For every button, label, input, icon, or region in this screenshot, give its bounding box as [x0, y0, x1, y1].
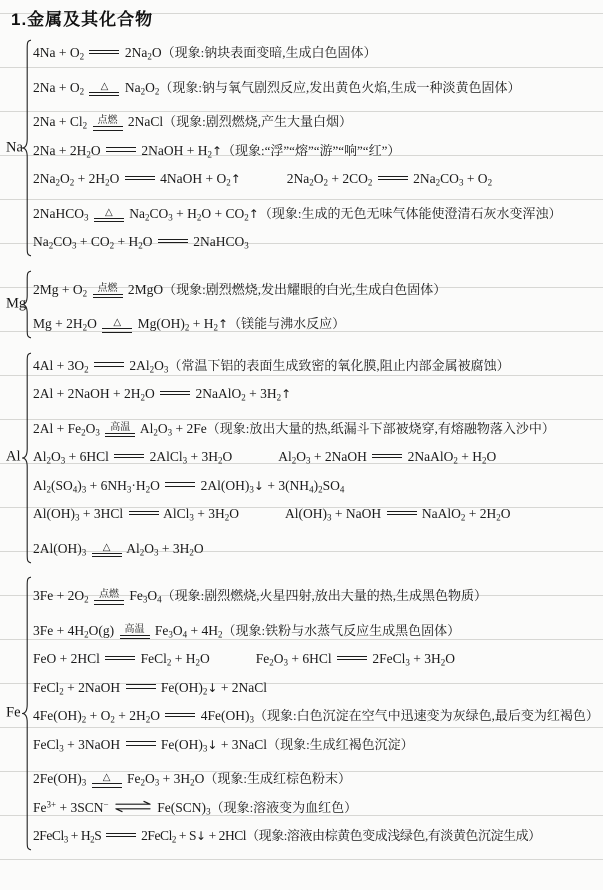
condition-label: 高温 — [124, 623, 145, 635]
equals-double-line — [387, 511, 417, 516]
reaction-condition-equals — [102, 317, 132, 333]
double-line — [94, 218, 124, 223]
phenomenon-note: （现象:白色沉淀在空气中迅速变为灰绿色,最后变为红褐色） — [254, 708, 599, 723]
equation-item — [33, 386, 291, 401]
equation-item — [33, 651, 210, 666]
equation-row — [33, 380, 599, 409]
chemical-equation: $Na_2CO_3 + CO_2 + H_2O$ 2NaHCO$_3$ — [33, 234, 249, 251]
equation-item — [33, 771, 351, 786]
equation-item — [33, 206, 561, 221]
equation-row — [33, 409, 599, 444]
equation-item — [33, 282, 446, 297]
equation-item — [33, 114, 352, 129]
equation-row — [33, 194, 599, 229]
phenomenon-note: （现象:生成红褐色沉淀） — [267, 736, 414, 752]
phenomenon-note: （现象:剧烈燃烧,产生大量白烟） — [163, 114, 352, 129]
chemical-equation: $2Al(OH)_3$ △ $Al_2O_3 + 3H_2O$ — [33, 540, 204, 557]
chemical-equation: $Al(OH)_3$ + NaOH NaAlO$_2$ + $2H_2O$ — [285, 506, 511, 523]
chemical-equation: $2Na_2O_2 + 2H_2O$ 4NaOH + $O_2↑$ — [33, 171, 241, 188]
chemical-equation: $4Fe(OH)_2 + O_2 + 2H_2O$ $4Fe(OH)_3$ — [33, 708, 254, 725]
equation-row — [33, 759, 599, 794]
section-na — [6, 39, 599, 257]
equation-item — [33, 478, 344, 493]
phenomenon-note: （现象:铁粉与水蒸气反应生成黑色固体） — [222, 622, 461, 638]
equation-row — [33, 822, 599, 851]
equation-row — [33, 68, 599, 103]
reaction-condition-equals — [93, 283, 123, 299]
double-line — [120, 635, 150, 640]
condition-label: △ — [102, 772, 111, 783]
precipitate-down-arrow: ↓ — [196, 829, 206, 843]
equals-double-line — [337, 656, 367, 661]
condition-label: 点燃 — [97, 282, 118, 294]
double-line — [93, 126, 123, 131]
equation-item — [33, 800, 357, 815]
section-mg — [6, 270, 599, 339]
double-line — [106, 833, 136, 838]
equation-item — [33, 541, 204, 556]
equation-item — [33, 623, 460, 638]
equals-double-line — [158, 239, 188, 244]
equals-double-line — [126, 684, 156, 689]
equation-row — [33, 39, 599, 68]
gas-up-arrow: ↑ — [218, 317, 229, 331]
equals-double-line — [94, 362, 124, 367]
section-al — [6, 352, 599, 564]
chemical-equation: $Fe^{3+} + 3SCN^-$ $Fe(SCN)_3$ — [33, 799, 211, 816]
double-line — [105, 433, 135, 438]
equation-rows — [33, 576, 599, 851]
double-line — [94, 600, 124, 605]
equation-item — [33, 708, 599, 723]
chemical-equation: $Al_2(SO_4)_3 + 6NH_3\cdot H_2O$ $2Al(OH)_3↓ + 3(NH_4)_2SO_4$ — [33, 477, 345, 494]
phenomenon-note: （现象:生成红棕色粉末） — [204, 771, 351, 786]
phenomenon-note: （现象:溶液由棕黄色变成浅绿色,有淡黄色沉淀生成） — [246, 828, 541, 843]
chemical-equation: 2FeCl$_3$ + $H_2S$ 2FeCl$_2$ + S↓ + 2HCl — [33, 828, 247, 845]
double-line — [125, 176, 155, 181]
reaction-condition-equals — [94, 589, 124, 605]
equation-row — [33, 304, 599, 339]
element-label: Na — [6, 139, 23, 156]
equation-row — [33, 228, 599, 257]
condition-label: △ — [102, 541, 111, 553]
equation-item — [33, 358, 510, 373]
double-line — [126, 684, 156, 689]
double-line — [126, 741, 156, 746]
section-brace — [20, 352, 33, 564]
chemical-equation: $3Fe + 4H_2O(g)$ 高温 $Fe_3O_4 + 4H_2$ — [33, 622, 223, 639]
equation-item — [33, 171, 241, 186]
precipitate-down-arrow: ↓ — [207, 737, 218, 752]
equals-double-line — [165, 482, 195, 487]
section-brace — [20, 576, 33, 851]
equation-row — [33, 702, 599, 731]
double-line — [165, 482, 195, 487]
phenomenon-note: （现象:生成的无色无味气体能使澄清石灰水变浑浊） — [258, 205, 562, 221]
phenomenon-note: （现象:钠块表面变暗,生成白色固体） — [161, 45, 377, 60]
equation-item — [33, 316, 345, 331]
equals-double-line — [114, 454, 144, 459]
chemical-equation: $2Na + O_2$ △ $Na_2O_2$ — [33, 79, 160, 96]
chemical-equation: 2Al + 2NaOH + $2H_2O$ 2NaAlO$_2$ + $3H_2↑$ — [33, 386, 292, 403]
equation-row — [33, 472, 599, 501]
equation-item — [33, 45, 376, 60]
double-line — [92, 553, 122, 558]
chemical-equation: $4Al + 3O_2$ $2Al_2O_3$ — [33, 357, 169, 374]
element-label: Fe — [6, 704, 21, 721]
equals-double-line — [129, 511, 159, 516]
chemical-equation: $2Mg + O_2$ 点燃 2MgO — [33, 281, 164, 298]
double-line — [378, 176, 408, 181]
equation-sections — [6, 39, 599, 851]
equation-row — [33, 102, 599, 137]
double-line — [129, 511, 159, 516]
double-line — [89, 50, 119, 55]
chemical-equation: $2Na + Cl_2$ 点燃 2NaCl — [33, 114, 164, 131]
chemical-equation: $3Fe + 2O_2$ 点燃 $Fe_3O_4$ — [33, 588, 162, 605]
condition-label: 高温 — [110, 421, 131, 433]
equation-item — [278, 449, 496, 464]
chemical-equation: $2Al + Fe_2O_3$ 高温 $Al_2O_3 + 2Fe$ — [33, 420, 207, 437]
equation-row — [33, 352, 599, 381]
double-line — [158, 239, 188, 244]
page-title: 1.金属及其化合物 — [11, 10, 154, 29]
chemical-equation: $2Na_2O_2 + 2CO_2$ $2Na_2CO_3 + O_2$ — [286, 171, 493, 188]
equals-double-line — [125, 176, 155, 181]
equation-row — [33, 731, 599, 760]
chemical-equation: $2Na + 2H_2O$ 2NaOH + $H_2↑$ — [33, 142, 223, 159]
equation-row — [33, 443, 599, 472]
section-fe — [6, 576, 599, 851]
gas-up-arrow: ↑ — [248, 206, 259, 221]
equation-row — [33, 794, 599, 823]
double-line — [94, 362, 124, 367]
double-line — [337, 656, 367, 661]
gas-up-arrow: ↑ — [211, 143, 223, 158]
equation-item — [33, 143, 400, 158]
chemical-equation: FeCl$_2$ + 2NaOH $Fe(OH)_2↓$ + 2NaCl — [33, 679, 268, 696]
equation-row — [33, 674, 599, 703]
equation-row — [33, 611, 599, 646]
chemical-equation: 2NaHCO$_3$ △ $Na_2CO_3 + H_2O$ + $CO_2↑$ — [33, 205, 259, 222]
chemical-equation: FeCl$_3$ + 3NaOH $Fe(OH)_3↓$ + 3NaCl — [33, 736, 268, 753]
equation-item — [287, 171, 492, 186]
equation-item — [33, 234, 249, 249]
double-line — [92, 783, 122, 788]
equation-row — [33, 576, 599, 611]
equation-row — [33, 645, 599, 674]
precipitate-down-arrow: ↓ — [207, 680, 218, 695]
phenomenon-note: （现象:剧烈燃烧,发出耀眼的白光,生成白色固体） — [163, 281, 447, 297]
phenomenon-note: （现象:钠与氧气剧烈反应,发出黄色火焰,生成一种淡黄色固体） — [159, 79, 521, 95]
chemical-equation: $Mg + 2H_2O$ △ $Mg(OH)_2$ + $H_2↑$ — [33, 316, 229, 333]
equation-item — [33, 680, 267, 695]
equation-item — [33, 737, 414, 752]
condition-label: △ — [100, 80, 109, 92]
section-brace — [20, 270, 33, 339]
chemical-equation: $Al_2O_3$ + 2NaOH 2NaAlO$_2$ + $H_2O$ — [278, 449, 497, 466]
equals-double-line — [378, 176, 408, 181]
condition-label: △ — [105, 206, 113, 218]
condition-label: △ — [113, 317, 122, 328]
double-line — [106, 147, 136, 152]
equation-row — [33, 500, 599, 529]
chemical-equation: $Al(OH)_3 + 3HCl$ AlCl$_3$ + $3H_2O$ — [33, 506, 240, 523]
double-line — [160, 391, 190, 396]
reaction-condition-equals — [92, 772, 122, 788]
double-line — [372, 454, 402, 459]
chemical-equation: FeO + 2HCl FeCl$_2$ + $H_2O$ — [33, 651, 210, 668]
chemical-equation: $Fe_2O_3 + 6HCl$ 2FeCl$_3$ + $3H_2O$ — [255, 651, 456, 668]
double-line — [89, 92, 119, 97]
equation-rows — [33, 39, 599, 257]
equation-row — [33, 270, 599, 305]
phenomenon-note: （现象:溶液变为血红色） — [210, 799, 358, 815]
equation-item — [33, 588, 487, 603]
double-line — [165, 713, 195, 718]
reaction-condition-equals — [94, 207, 124, 223]
equals-double-line — [89, 50, 119, 55]
equation-row — [33, 137, 599, 166]
equilibrium-arrow-icon — [114, 800, 152, 813]
equation-item — [33, 421, 555, 436]
reaction-condition-equals — [105, 422, 135, 438]
equals-double-line — [165, 713, 195, 718]
reaction-condition-equals — [92, 542, 122, 558]
reaction-condition-equals — [89, 81, 119, 97]
double-line — [105, 656, 135, 661]
equals-double-line — [126, 741, 156, 746]
double-line — [114, 454, 144, 459]
gas-up-arrow: ↑ — [281, 387, 292, 401]
section-brace — [20, 39, 33, 257]
equation-item — [33, 80, 520, 95]
equation-item — [256, 651, 455, 666]
phenomenon-note: （现象:剧烈燃烧,火星四射,放出大量的热,生成黑色物质） — [161, 588, 487, 603]
equation-rows — [33, 270, 599, 339]
element-label: Mg — [6, 295, 27, 312]
equation-rows — [33, 352, 599, 564]
gas-up-arrow: ↑ — [230, 172, 241, 186]
equation-item — [33, 828, 541, 843]
condition-label: 点燃 — [97, 115, 118, 126]
equation-row — [33, 529, 599, 564]
equation-item — [285, 506, 510, 521]
equation-row — [33, 165, 599, 194]
phenomenon-note: （现象:“浮”“熔”“游”“响”“红”） — [222, 142, 401, 158]
phenomenon-note: （现象:放出大量的热,纸漏斗下部被烧穿,有熔融物落入沙中） — [206, 420, 555, 436]
element-label: Al — [6, 448, 21, 465]
double-line — [93, 294, 123, 299]
equals-double-line — [106, 833, 136, 838]
chemical-equation: $4Na + O_2$ $2Na_2O$ — [33, 45, 162, 62]
phenomenon-note: （常温下铝的表面生成致密的氧化膜,阻止内部金属被腐蚀） — [168, 357, 510, 373]
equation-item — [33, 449, 232, 464]
double-line — [102, 328, 132, 333]
chemical-equation: $Al_2O_3 + 6HCl$ 2AlCl$_3$ + $3H_2O$ — [33, 449, 233, 466]
reaction-condition-equals — [93, 115, 123, 131]
reaction-condition-equals — [120, 624, 150, 640]
phenomenon-note: （镁能与沸水反应） — [228, 316, 346, 331]
chemical-equation: $2Fe(OH)_3$ △ $Fe_2O_3 + 3H_2O$ — [33, 771, 205, 788]
equals-double-line — [105, 656, 135, 661]
equals-double-line — [372, 454, 402, 459]
equals-double-line — [160, 391, 190, 396]
equation-item — [33, 506, 239, 521]
condition-label: 点燃 — [99, 589, 119, 600]
double-line — [387, 511, 417, 516]
equals-double-line — [106, 147, 136, 152]
precipitate-down-arrow: ↓ — [253, 478, 264, 493]
